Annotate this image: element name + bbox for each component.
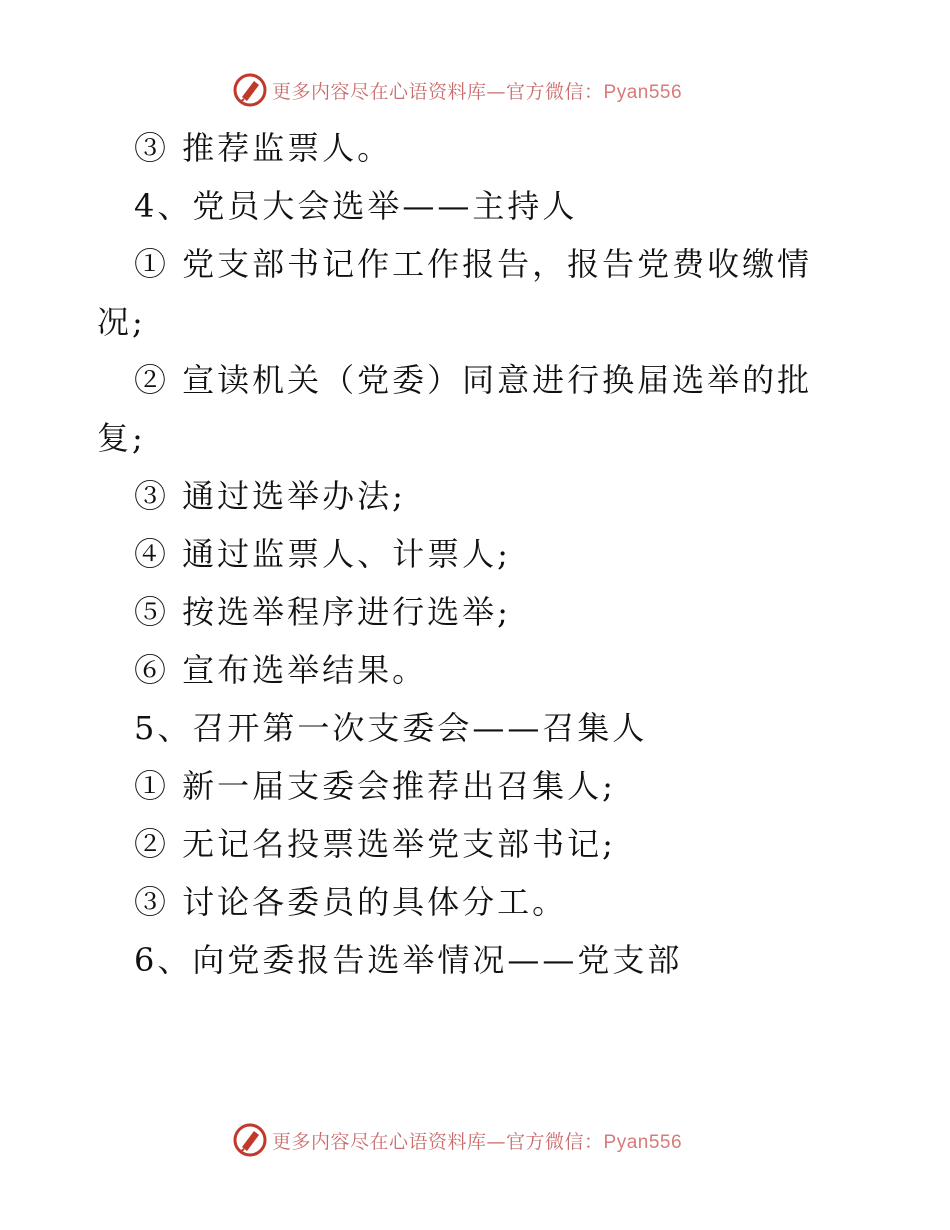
footer-banner — [232, 1120, 752, 1160]
body-line: ① 党支部书记作工作报告，报告党费收缴情 — [134, 245, 813, 283]
body-line: 5、召开第一次支委会——召集人 — [134, 709, 648, 747]
body-line: 6、向党委报告选举情况——党支部 — [134, 941, 683, 979]
footer-text-latin: Pyan556 — [603, 1131, 683, 1153]
footer-text-cn: 更多内容尽在心语资料库—官方微信： — [272, 1130, 604, 1153]
body-line: ③ 通过选举办法; — [134, 477, 406, 515]
body-line: ⑤ 按选举程序进行选举; — [134, 593, 511, 631]
body-line: 况; — [97, 303, 146, 341]
header-banner — [232, 70, 752, 110]
body-line: ③ 推荐监票人。 — [134, 129, 393, 167]
body-line: ③ 讨论各委员的具体分工。 — [134, 883, 568, 921]
header-text-latin: Pyan556 — [603, 81, 683, 103]
body-line: ④ 通过监票人、计票人; — [134, 535, 511, 573]
header-text-cn: 更多内容尽在心语资料库—官方微信： — [272, 80, 604, 103]
body-line: ⑥ 宣布选举结果。 — [134, 651, 428, 689]
footer-text — [272, 1127, 682, 1154]
body-line: ② 宣读机关（党委）同意进行换届选举的批 — [134, 361, 813, 399]
body-line: 复; — [97, 419, 146, 457]
body-line: 4、党员大会选举——主持人 — [134, 187, 578, 225]
body-line: ① 新一届支委会推荐出召集人; — [134, 767, 616, 805]
pen-nib-logo-icon — [232, 72, 268, 108]
header-text — [272, 77, 682, 104]
body-line: ② 无记名投票选举党支部书记; — [134, 825, 616, 863]
pen-nib-logo-icon — [232, 1122, 268, 1158]
